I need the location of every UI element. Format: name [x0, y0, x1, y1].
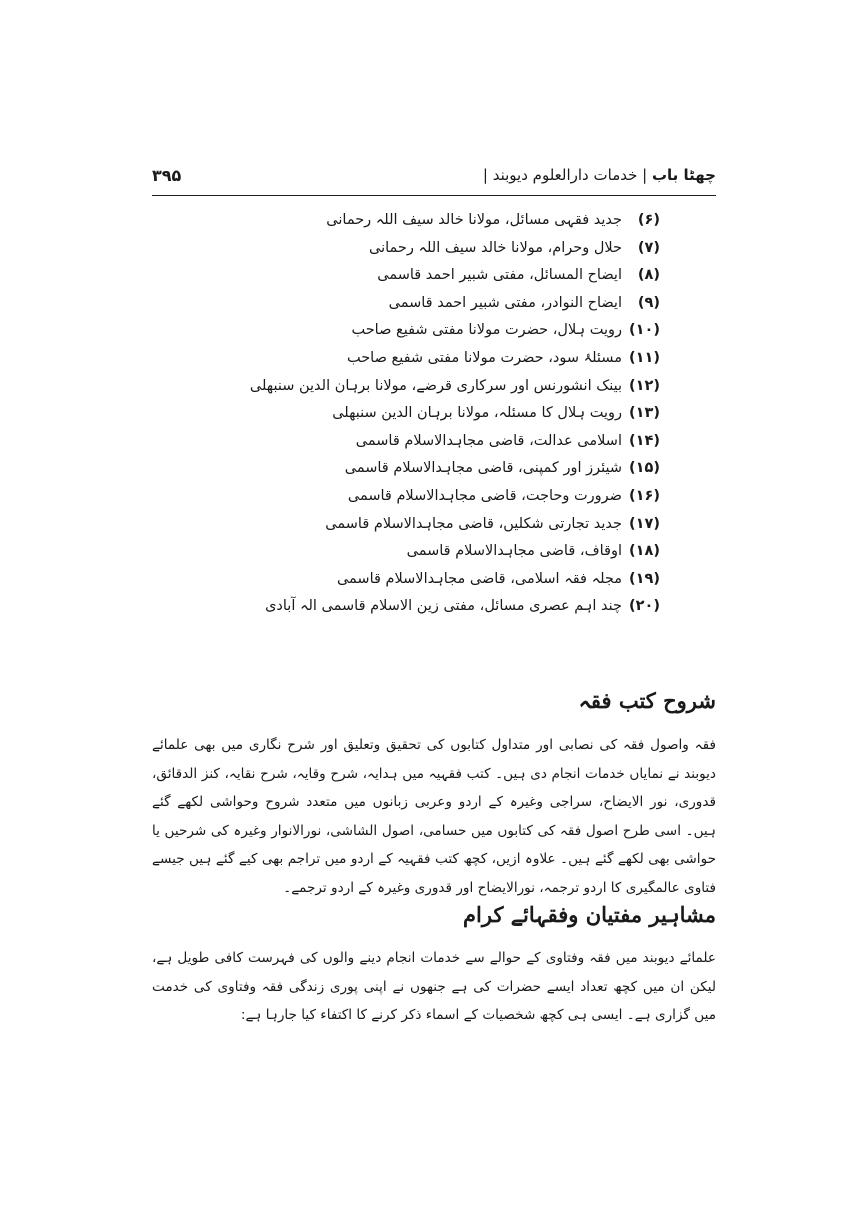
list-item: [160, 593, 660, 621]
item-number: (۲۰): [629, 598, 660, 615]
item-text: حلال وحرام، مولانا خالد سیف اللہ رحمانی: [368, 239, 622, 256]
item-text: رویت ہلال کا مسئلہ، مولانا برہان الدین سنبھلی: [332, 405, 622, 422]
section-heading-famous-muftis: مشاہیر مفتیان وفقہائے کرام: [463, 902, 716, 927]
item-text: چند اہم عصری مسائل، مفتی زین الاسلام قاسمی الہ آبادی: [265, 598, 622, 615]
item-text: شیئرز اور کمپنی، قاضی مجاہدالاسلام قاسمی: [344, 460, 622, 477]
list-item: [160, 428, 660, 456]
list-item: [160, 455, 660, 483]
header-separator: |: [478, 166, 493, 184]
list-item: [160, 538, 660, 566]
item-number: (۱۹): [629, 570, 660, 587]
item-text: رویت ہلال، حضرت مولانا مفتی شفیع صاحب: [351, 322, 622, 339]
item-text: ایضاح النوادر، مفتی شبیر احمد قاسمی: [388, 294, 622, 311]
item-number: (۱۲): [629, 377, 660, 394]
item-number: (۱۱): [629, 349, 660, 366]
list-item: [160, 345, 660, 373]
item-text: جدید فقہی مسائل، مولانا خالد سیف اللہ رحمانی: [326, 212, 622, 228]
section-paragraph: علمائے دیوبند میں فقہ وفتاوی کے حوالے سے خدمات انجام دینے والوں کی فہرست کافی طویل ہے، لیکن ان میں کچھ تعداد ایسے حضرات کی ہے جنھوں نے اپنی پوری زندگی فقہ وفتاوی کی خدمت میں گزاری ہے۔ ایسی ہی کچھ شخصیات کے اسماء ذکر کرنے کا اکتفاء کیا جارہا ہے:: [152, 950, 716, 1024]
section-paragraph: فقہ واصول فقہ کی نصابی اور متداول کتابوں کی تحقیق وتعلیق اور شرح نگاری میں بھی علمائے دیوبند نے نمایاں خدمات انجام دی ہیں۔ کتب فقہیہ میں ہدایہ، شرح وقایہ، شرح نقایہ، کنز الدقائق، قدوری، نور الایضاح، سراجی وغیرہ کے اردو وعربی زبانوں میں متعدد شروح وحواشی لکھے گئے ہیں۔ اسی طرح اصول فقہ کی کتابوں میں حسامی، اصول الشاشی، نورالانوار وغیرہ کی شرحیں یا حواشی بھی لکھے گئے ہیں۔ علاوہ ازیں، کچھ کتب فقہیہ کے اردو میں تراجم بھی کیے گئے ہیں جیسے فتاوی عالمگیری کا اردو ترجمہ، نورالایضاح اور قدوری وغیرہ کے اردو ترجمے۔: [152, 737, 716, 896]
item-text: ایضاح المسائل، مفتی شبیر احمد قاسمی: [377, 267, 622, 284]
item-number: (۹): [637, 294, 660, 311]
list-item: [160, 511, 660, 539]
item-number: (۱۶): [629, 487, 660, 504]
list-item: [160, 483, 660, 511]
list-item: [160, 373, 660, 401]
item-text: اسلامی عدالت، قاضی مجاہدالاسلام قاسمی: [355, 432, 622, 449]
item-text: اوقاف، قاضی مجاہدالاسلام قاسمی: [406, 543, 622, 560]
header-title: خدمات دارالعلوم دیوبند: [492, 166, 638, 184]
item-text: مسئلۂ سود، حضرت مولانا مفتی شفیع صاحب: [346, 349, 622, 366]
chapter-label: چھٹا باب: [651, 166, 716, 184]
item-number: (۷): [637, 239, 660, 256]
item-text: مجلہ فقہ اسلامی، قاضی مجاہدالاسلام قاسمی: [336, 570, 622, 587]
item-text: ضرورت وحاجت، قاضی مجاہدالاسلام قاسمی: [347, 487, 622, 504]
list-item: [160, 262, 660, 290]
section-heading-fiqh-commentaries: شروح کتب فقہ: [578, 688, 716, 713]
item-number: (۱۸): [629, 543, 660, 560]
header-separator: |: [637, 166, 652, 184]
item-text: بینک انشورنس اور سرکاری قرضے، مولانا برہان الدین سنبھلی: [249, 377, 622, 394]
book-list: [160, 207, 660, 621]
list-item: [160, 317, 660, 345]
list-item: [160, 400, 660, 428]
header-rule: [152, 195, 716, 196]
list-item: [160, 566, 660, 594]
item-number: (۱۳): [629, 405, 660, 422]
list-item: [160, 290, 660, 318]
item-number: (۶): [637, 212, 660, 228]
item-text: جدید تجارتی شکلیں، قاضی مجاہدالاسلام قاسمی: [325, 515, 622, 532]
item-number: (۱۰): [629, 322, 660, 339]
list-item: [160, 235, 660, 263]
running-header: [152, 160, 716, 190]
item-number: (۱۵): [629, 460, 660, 477]
item-number: (۱۷): [629, 515, 660, 532]
list-item: [160, 207, 660, 235]
item-number: (۱۴): [629, 432, 660, 449]
page-number: ۳۹۵: [152, 165, 182, 185]
item-number: (۸): [637, 267, 660, 284]
